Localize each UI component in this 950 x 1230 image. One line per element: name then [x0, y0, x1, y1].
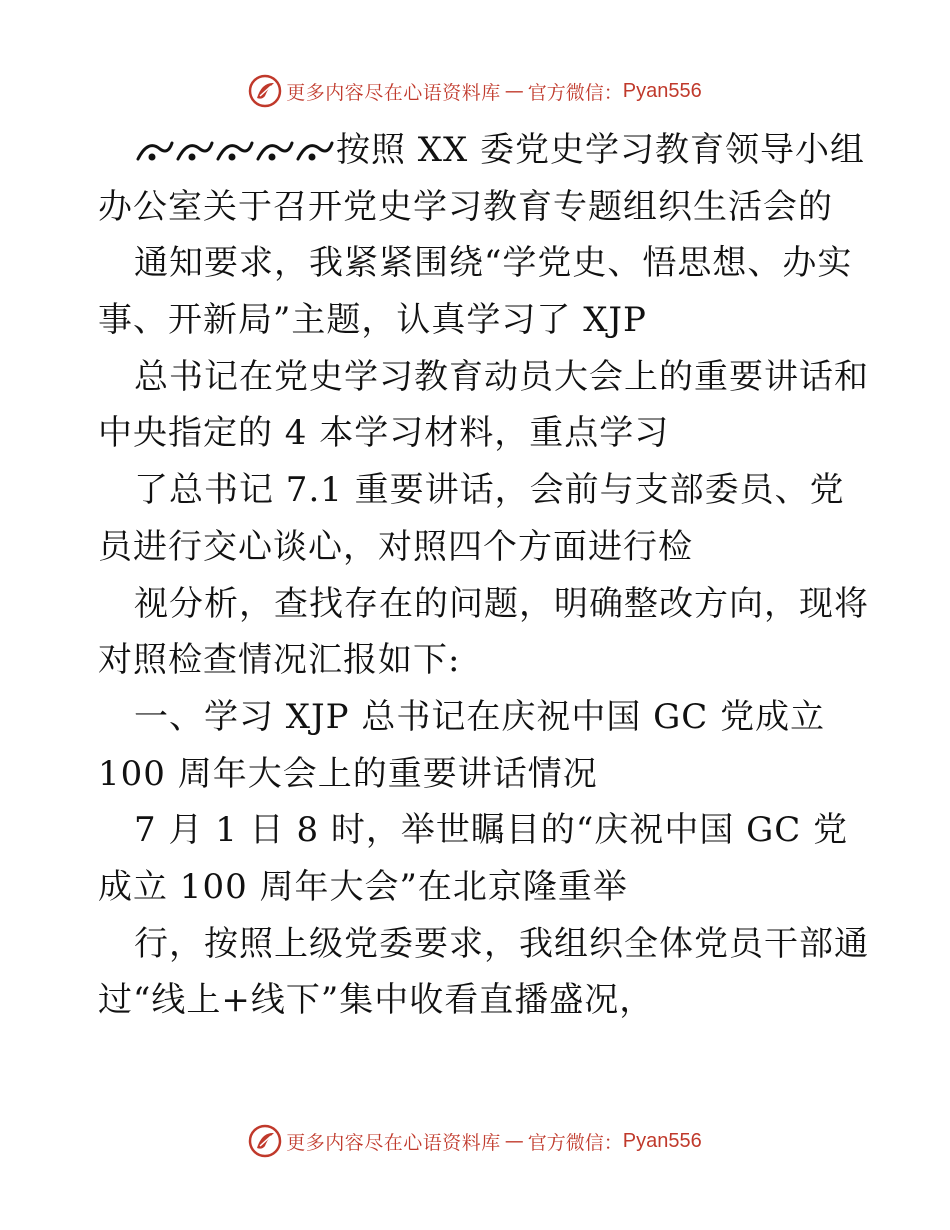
body-line: 事、开新局”主题，认真学习了 XJP: [98, 300, 647, 341]
section-heading: 一、学习 XJP 总书记在庆祝中国 GC 党成立: [134, 696, 826, 737]
footer-banner-wechat-id: Pyan556: [622, 1129, 702, 1152]
body-line: 对照检查情况汇报如下:: [98, 640, 461, 681]
ornament-icon: [134, 137, 334, 167]
body-line: 视分析，查找存在的问题，明确整改方向，现将: [134, 583, 869, 624]
section-heading-continued: 100 周年大会上的重要讲话情况: [98, 753, 598, 794]
document-body: [98, 122, 868, 1029]
logo-icon: [248, 1124, 282, 1158]
header-banner-wechat-label: 官方微信：: [527, 81, 623, 104]
body-line: 了总书记 7.1 重要讲话，会前与支部委员、党: [134, 470, 845, 511]
body-line: 过“线上+线下”集中收看直播盛况，: [98, 980, 655, 1021]
footer-banner-wechat-label: 官方微信：: [527, 1131, 623, 1154]
header-watermark-banner: [0, 71, 950, 111]
body-line: 行，按照上级党委要求，我组织全体党员干部通: [134, 923, 869, 964]
header-banner-separator: —: [504, 80, 524, 102]
body-line: 成立 100 周年大会”在北京隆重举: [98, 866, 628, 907]
logo-icon: [248, 74, 282, 108]
footer-banner-separator: —: [504, 1130, 524, 1152]
header-banner-text: 更多内容尽在心语资料库: [286, 81, 501, 104]
body-line: 中央指定的 4 本学习材料，重点学习: [98, 413, 670, 454]
body-line: 总书记在党史学习教育动员大会上的重要讲话和: [134, 356, 869, 397]
body-line: 员进行交心谈心，对照四个方面进行检: [98, 526, 693, 567]
footer-banner-text: 更多内容尽在心语资料库: [286, 1131, 501, 1154]
body-line: 通知要求，我紧紧围绕“学党史、悟思想、办实: [134, 243, 853, 284]
footer-watermark-banner: [0, 1121, 950, 1161]
header-banner-wechat-id: Pyan556: [622, 79, 702, 102]
body-line: 7 月 1 日 8 时，举世瞩目的“庆祝中国 GC 党: [134, 810, 849, 851]
body-line-text: 按照 XX 委党史学习教育领导小组: [336, 130, 866, 170]
body-line: 办公室关于召开党史学习教育专题组织生活会的: [98, 186, 833, 227]
body-line: [98, 122, 868, 179]
